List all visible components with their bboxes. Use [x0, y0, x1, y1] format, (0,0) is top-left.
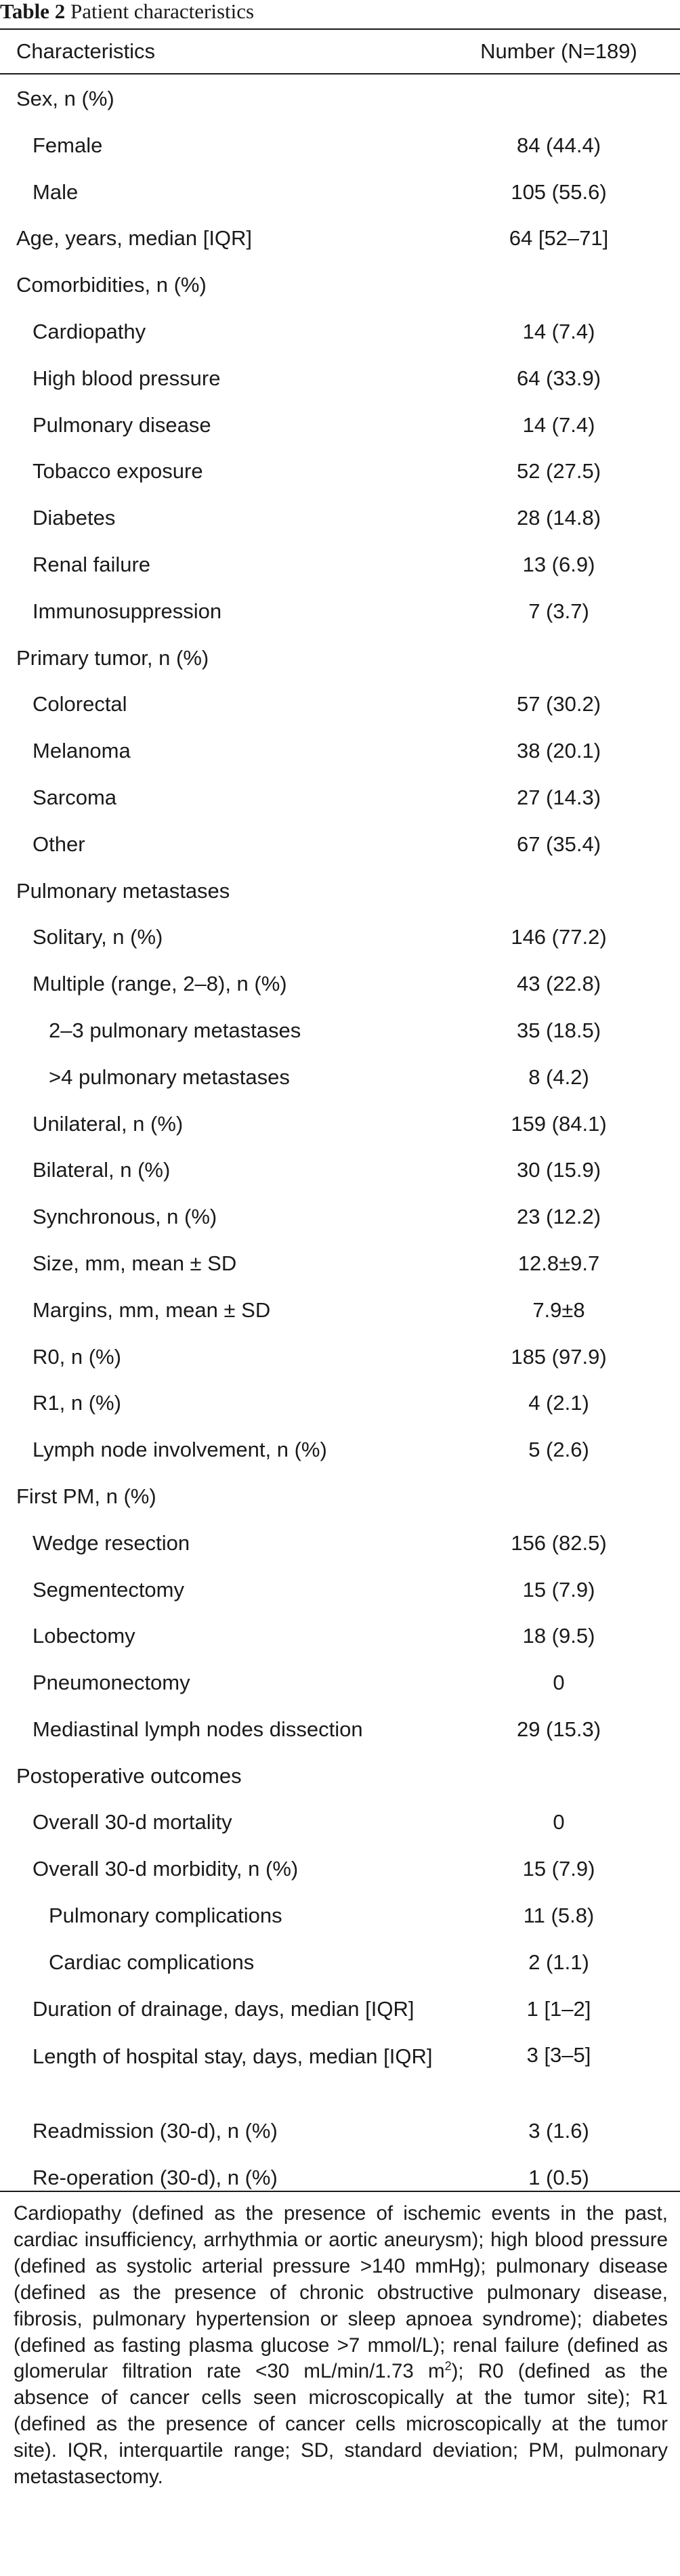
- table-row: [0, 448, 680, 495]
- row-label: Lobectomy: [33, 1624, 135, 1648]
- table-row: [0, 1939, 680, 1986]
- table-section-row: [0, 635, 680, 682]
- table-row: [0, 1147, 680, 1194]
- row-label: Melanoma: [33, 739, 131, 763]
- row-label: Overall 30-d mortality: [33, 1810, 232, 1834]
- row-value: 27 (14.3): [516, 785, 601, 809]
- table-row: [0, 123, 680, 169]
- row-value: 2 (1.1): [528, 1950, 589, 1974]
- row-value: 5 (2.6): [528, 1438, 589, 1462]
- row-value: 30 (15.9): [516, 1158, 601, 1182]
- row-label: Cardiopathy: [33, 319, 146, 343]
- row-label: Pulmonary disease: [33, 412, 211, 437]
- row-value: 0: [553, 1671, 565, 1695]
- row-label: R1, n (%): [33, 1391, 121, 1415]
- row-value: 105 (55.6): [511, 179, 607, 204]
- table-row: [0, 1893, 680, 1939]
- table-row: [0, 2155, 680, 2202]
- table-row: [0, 1101, 680, 1148]
- table-section-row: [0, 1753, 680, 1800]
- row-value: 3 [3–5]: [526, 2043, 591, 2067]
- row-label: Primary tumor, n (%): [16, 645, 209, 670]
- table-row: [0, 728, 680, 775]
- table-section-row: [0, 76, 680, 123]
- table-row: [0, 1008, 680, 1054]
- row-value: 15 (7.9): [522, 1577, 595, 1602]
- row-value: 28 (14.8): [516, 506, 601, 530]
- row-value: 11 (5.8): [523, 1904, 595, 1928]
- table-bottom-rule: [0, 2191, 680, 2192]
- row-label: Comorbidities, n (%): [16, 273, 207, 297]
- table-row: [0, 1427, 680, 1474]
- row-label: Sex, n (%): [16, 87, 114, 110]
- row-label: Immunosuppression: [33, 599, 222, 623]
- row-label: High blood pressure: [33, 366, 221, 390]
- table-row: [0, 961, 680, 1008]
- row-value: 38 (20.1): [516, 739, 601, 763]
- row-label: Multiple (range, 2–8), n (%): [33, 972, 287, 996]
- footnote-text-part2: ); R0 (defined as the absence of cancer cells seen microscopically at the tumor site); R1 (defined as the presence of cancer cells microscopically at the tumor site). IQR, interquartile range; SD, standard deviation; PM, pulmonary metastasectomy.: [14, 2360, 668, 2489]
- row-label: Pulmonary complications: [49, 1904, 282, 1928]
- row-label: Synchronous, n (%): [33, 1205, 217, 1229]
- row-value: 3 (1.6): [528, 2119, 589, 2143]
- table-row: [0, 588, 680, 635]
- row-label: Age, years, median [IQR]: [16, 226, 253, 251]
- table-row: [0, 1613, 680, 1660]
- row-label: Size, mm, mean ± SD: [33, 1251, 237, 1275]
- row-value: 7.9±8: [532, 1297, 585, 1322]
- table-row: [0, 1846, 680, 1893]
- table-row: [0, 1799, 680, 1846]
- row-value: 146 (77.2): [511, 925, 607, 949]
- row-label: R0, n (%): [33, 1344, 121, 1369]
- row-label: Mediastinal lymph nodes dissection: [33, 1717, 363, 1741]
- table-row: [0, 356, 680, 402]
- table-row: [0, 1660, 680, 1706]
- row-label: Sarcoma: [33, 785, 117, 809]
- table-row: [0, 169, 680, 216]
- row-label: Male: [33, 179, 79, 204]
- row-value: 43 (22.8): [516, 972, 601, 996]
- table-row: [0, 1194, 680, 1241]
- row-label: Colorectal: [33, 692, 127, 716]
- table-row: [0, 402, 680, 449]
- row-value: 35 (18.5): [516, 1018, 601, 1042]
- table-row: [0, 215, 680, 262]
- row-value: 14 (7.4): [522, 412, 595, 437]
- row-label: Renal failure: [33, 552, 151, 576]
- row-value: 23 (12.2): [516, 1205, 601, 1229]
- row-value: 159 (84.1): [511, 1111, 607, 1136]
- row-value: 52 (27.5): [516, 459, 601, 484]
- row-label: Lymph node involvement, n (%): [33, 1438, 327, 1462]
- table-row: [0, 1706, 680, 1753]
- row-value: 29 (15.3): [516, 1717, 601, 1741]
- row-value: 13 (6.9): [522, 552, 595, 576]
- table-row: [0, 2032, 680, 2108]
- table-row: [0, 1520, 680, 1567]
- row-value: 4 (2.1): [528, 1391, 589, 1415]
- table-footnote: [14, 2201, 668, 2491]
- row-label: Overall 30-d morbidity, n (%): [33, 1857, 299, 1881]
- table-section-row: [0, 262, 680, 309]
- table-row: [0, 1334, 680, 1381]
- table-row: [0, 542, 680, 588]
- row-value: 7 (3.7): [528, 599, 589, 623]
- footnote-text-part1: Cardiopathy (defined as the presence of ischemic events in the past, cardiac insufficiency, arrhythmia or aortic aneurysm); high blood pressure (defined as systolic arterial pressure >140 mmHg); pulmonary disease (defined as the presence of chronic obstructive pulmonary disease, fibrosis, pulmonary hypertension or sleep apnoea syndrome); diabetes (defined as fasting plasma glucose >7 mmol/L); renal failure (defined as glomerular filtration rate <30 mL/min/1.73 m: [14, 2202, 668, 2383]
- table-row: [0, 495, 680, 542]
- row-value: 12.8±9.7: [517, 1251, 600, 1275]
- row-value: 18 (9.5): [522, 1624, 595, 1648]
- row-value: 57 (30.2): [516, 692, 601, 716]
- table-caption: [0, 0, 254, 28]
- table-row: [0, 1380, 680, 1427]
- row-value: 14 (7.4): [522, 319, 595, 343]
- row-value: 156 (82.5): [511, 1530, 607, 1555]
- table-row: [0, 914, 680, 961]
- row-label: Readmission (30-d), n (%): [33, 2119, 278, 2143]
- row-label: >4 pulmonary metastases: [49, 1065, 290, 1089]
- table-row: [0, 681, 680, 728]
- row-label: Bilateral, n (%): [33, 1158, 171, 1182]
- row-label: Margins, mm, mean ± SD: [33, 1297, 271, 1322]
- table-title: Patient characteristics: [70, 0, 255, 23]
- row-value: 15 (7.9): [522, 1857, 595, 1881]
- row-label: Wedge resection: [33, 1530, 190, 1555]
- row-value: 185 (97.9): [511, 1344, 607, 1369]
- row-label: Pneumonectomy: [33, 1671, 190, 1695]
- row-value: 67 (35.4): [516, 832, 601, 856]
- row-label: Cardiac complications: [49, 1950, 255, 1974]
- column-header-number: Number (N=189): [480, 39, 637, 63]
- row-label: First PM, n (%): [16, 1484, 156, 1508]
- footnote-superscript: 2: [444, 2359, 452, 2374]
- row-label: 2–3 pulmonary metastases: [49, 1018, 301, 1042]
- table-row: [0, 1567, 680, 1614]
- row-label: Other: [33, 832, 85, 856]
- table-row: [0, 2108, 680, 2155]
- row-label: Tobacco exposure: [33, 459, 203, 484]
- row-value: 84 (44.4): [516, 133, 601, 157]
- row-value: 1 (0.5): [528, 2166, 589, 2190]
- table-row: [0, 309, 680, 356]
- table-header: [0, 30, 680, 73]
- row-label: Segmentectomy: [33, 1577, 184, 1602]
- row-label: Length of hospital stay, days, median [IQR]: [33, 2044, 433, 2069]
- table-row: [0, 1287, 680, 1334]
- table-section-row: [0, 1474, 680, 1520]
- row-label: Postoperative outcomes: [16, 1763, 242, 1788]
- table-row: [0, 1054, 680, 1101]
- row-label: Female: [33, 133, 103, 157]
- row-label: Pulmonary metastases: [16, 878, 230, 903]
- table-row: [0, 821, 680, 868]
- row-value: 1 [1–2]: [526, 1996, 591, 2021]
- row-label: Solitary, n (%): [33, 925, 163, 949]
- row-label: Duration of drainage, days, median [IQR]: [33, 1996, 415, 2021]
- table-row: [0, 775, 680, 821]
- column-header-characteristics: Characteristics: [16, 39, 155, 63]
- row-value: 64 [52–71]: [509, 226, 609, 251]
- table-number: Table 2: [0, 0, 66, 23]
- table-row: [0, 1241, 680, 1287]
- row-value: 8 (4.2): [528, 1065, 589, 1089]
- table-row: [0, 1986, 680, 2033]
- row-label: Diabetes: [33, 506, 116, 530]
- table-body: [0, 76, 680, 2202]
- row-label: Re-operation (30-d), n (%): [33, 2166, 278, 2190]
- row-value: 64 (33.9): [516, 366, 601, 390]
- row-label: Unilateral, n (%): [33, 1111, 184, 1136]
- table-header-rule: [0, 73, 680, 74]
- table-section-row: [0, 868, 680, 915]
- row-value: 0: [553, 1810, 565, 1834]
